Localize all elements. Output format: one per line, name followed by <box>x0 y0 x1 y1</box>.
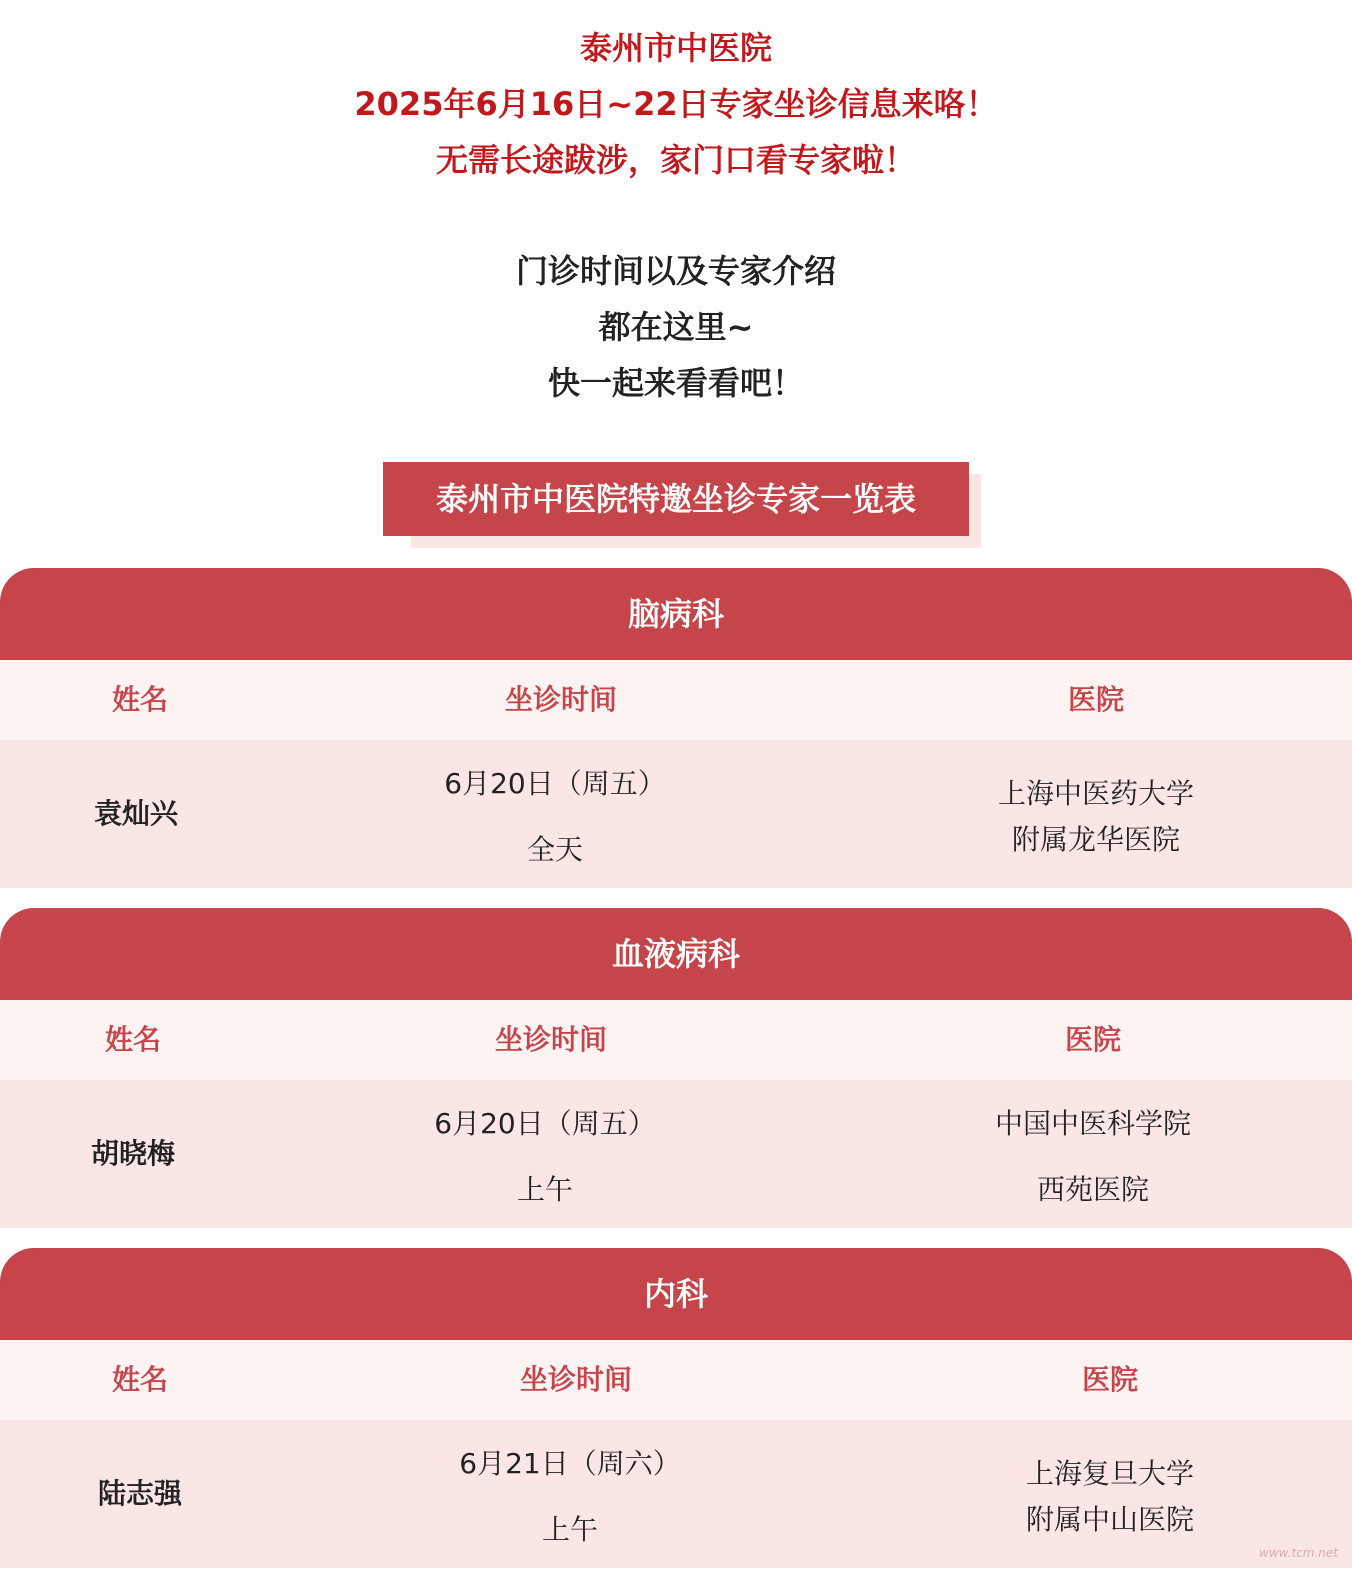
hospital-line-2: 附属龙华医院 <box>1011 823 1181 856</box>
department-section-hematology <box>0 908 1352 1228</box>
intro-dark-block <box>0 243 1352 411</box>
table-row <box>0 740 1352 888</box>
intro-line-2: 都在这里~ <box>598 308 754 346</box>
clinic-date: 6月20日（周五） <box>444 767 666 800</box>
department-header: 内科 <box>0 1248 1352 1340</box>
hospital-title: 泰州市中医院 <box>579 29 772 67</box>
column-name: 姓名 <box>111 1363 169 1396</box>
clinic-time <box>420 1420 720 1568</box>
column-header-row <box>0 1340 1352 1420</box>
clinic-period: 全天 <box>526 833 584 866</box>
doctor-name: 胡晓梅 <box>90 1137 176 1170</box>
column-time: 坐诊时间 <box>519 1363 633 1396</box>
hospital-line-2: 附属中山医院 <box>1025 1503 1195 1536</box>
tagline: 无需长途跋涉，家门口看专家啦！ <box>435 141 916 179</box>
hospital <box>936 740 1256 888</box>
table-banner <box>383 462 969 536</box>
column-hospital: 医院 <box>1081 1363 1139 1396</box>
doctor-name: 陆志强 <box>97 1477 183 1510</box>
clinic-time <box>405 740 705 888</box>
table-row <box>0 1080 1352 1228</box>
banner-title: 泰州市中医院特邀坐诊专家一览表 <box>383 462 969 536</box>
watermark: www.tcm.net <box>1259 1546 1338 1560</box>
schedule-headline: 2025年6月16日~22日专家坐诊信息来咯！ <box>354 85 998 123</box>
column-hospital: 医院 <box>1064 1023 1122 1056</box>
hospital <box>950 1420 1270 1568</box>
department-header: 脑病科 <box>0 568 1352 660</box>
department-section-internal <box>0 1248 1352 1568</box>
intro-line-1: 门诊时间以及专家介绍 <box>515 252 836 290</box>
column-header-row <box>0 1000 1352 1080</box>
clinic-period: 上午 <box>541 1513 599 1546</box>
clinic-time <box>395 1080 695 1228</box>
department-header: 血液病科 <box>0 908 1352 1000</box>
column-time: 坐诊时间 <box>504 683 618 716</box>
hospital-line-1: 上海中医药大学 <box>997 777 1195 810</box>
clinic-period: 上午 <box>516 1173 574 1206</box>
column-name: 姓名 <box>104 1023 162 1056</box>
intro-line-3: 快一起来看看吧！ <box>547 364 804 402</box>
hospital-line-1: 上海复旦大学 <box>1025 1457 1195 1490</box>
column-time: 坐诊时间 <box>494 1023 608 1056</box>
clinic-date: 6月21日（周六） <box>459 1447 681 1480</box>
column-header-row <box>0 660 1352 740</box>
hospital-line-1: 中国中医科学院 <box>994 1107 1192 1140</box>
hospital <box>933 1080 1253 1228</box>
table-row <box>0 1420 1352 1568</box>
column-hospital: 医院 <box>1067 683 1125 716</box>
column-name: 姓名 <box>111 683 169 716</box>
hospital-line-2: 西苑医院 <box>1036 1173 1150 1206</box>
intro-red-block <box>0 20 1352 188</box>
clinic-date: 6月20日（周五） <box>434 1107 656 1140</box>
department-section-brain <box>0 568 1352 888</box>
doctor-name: 袁灿兴 <box>93 797 179 830</box>
